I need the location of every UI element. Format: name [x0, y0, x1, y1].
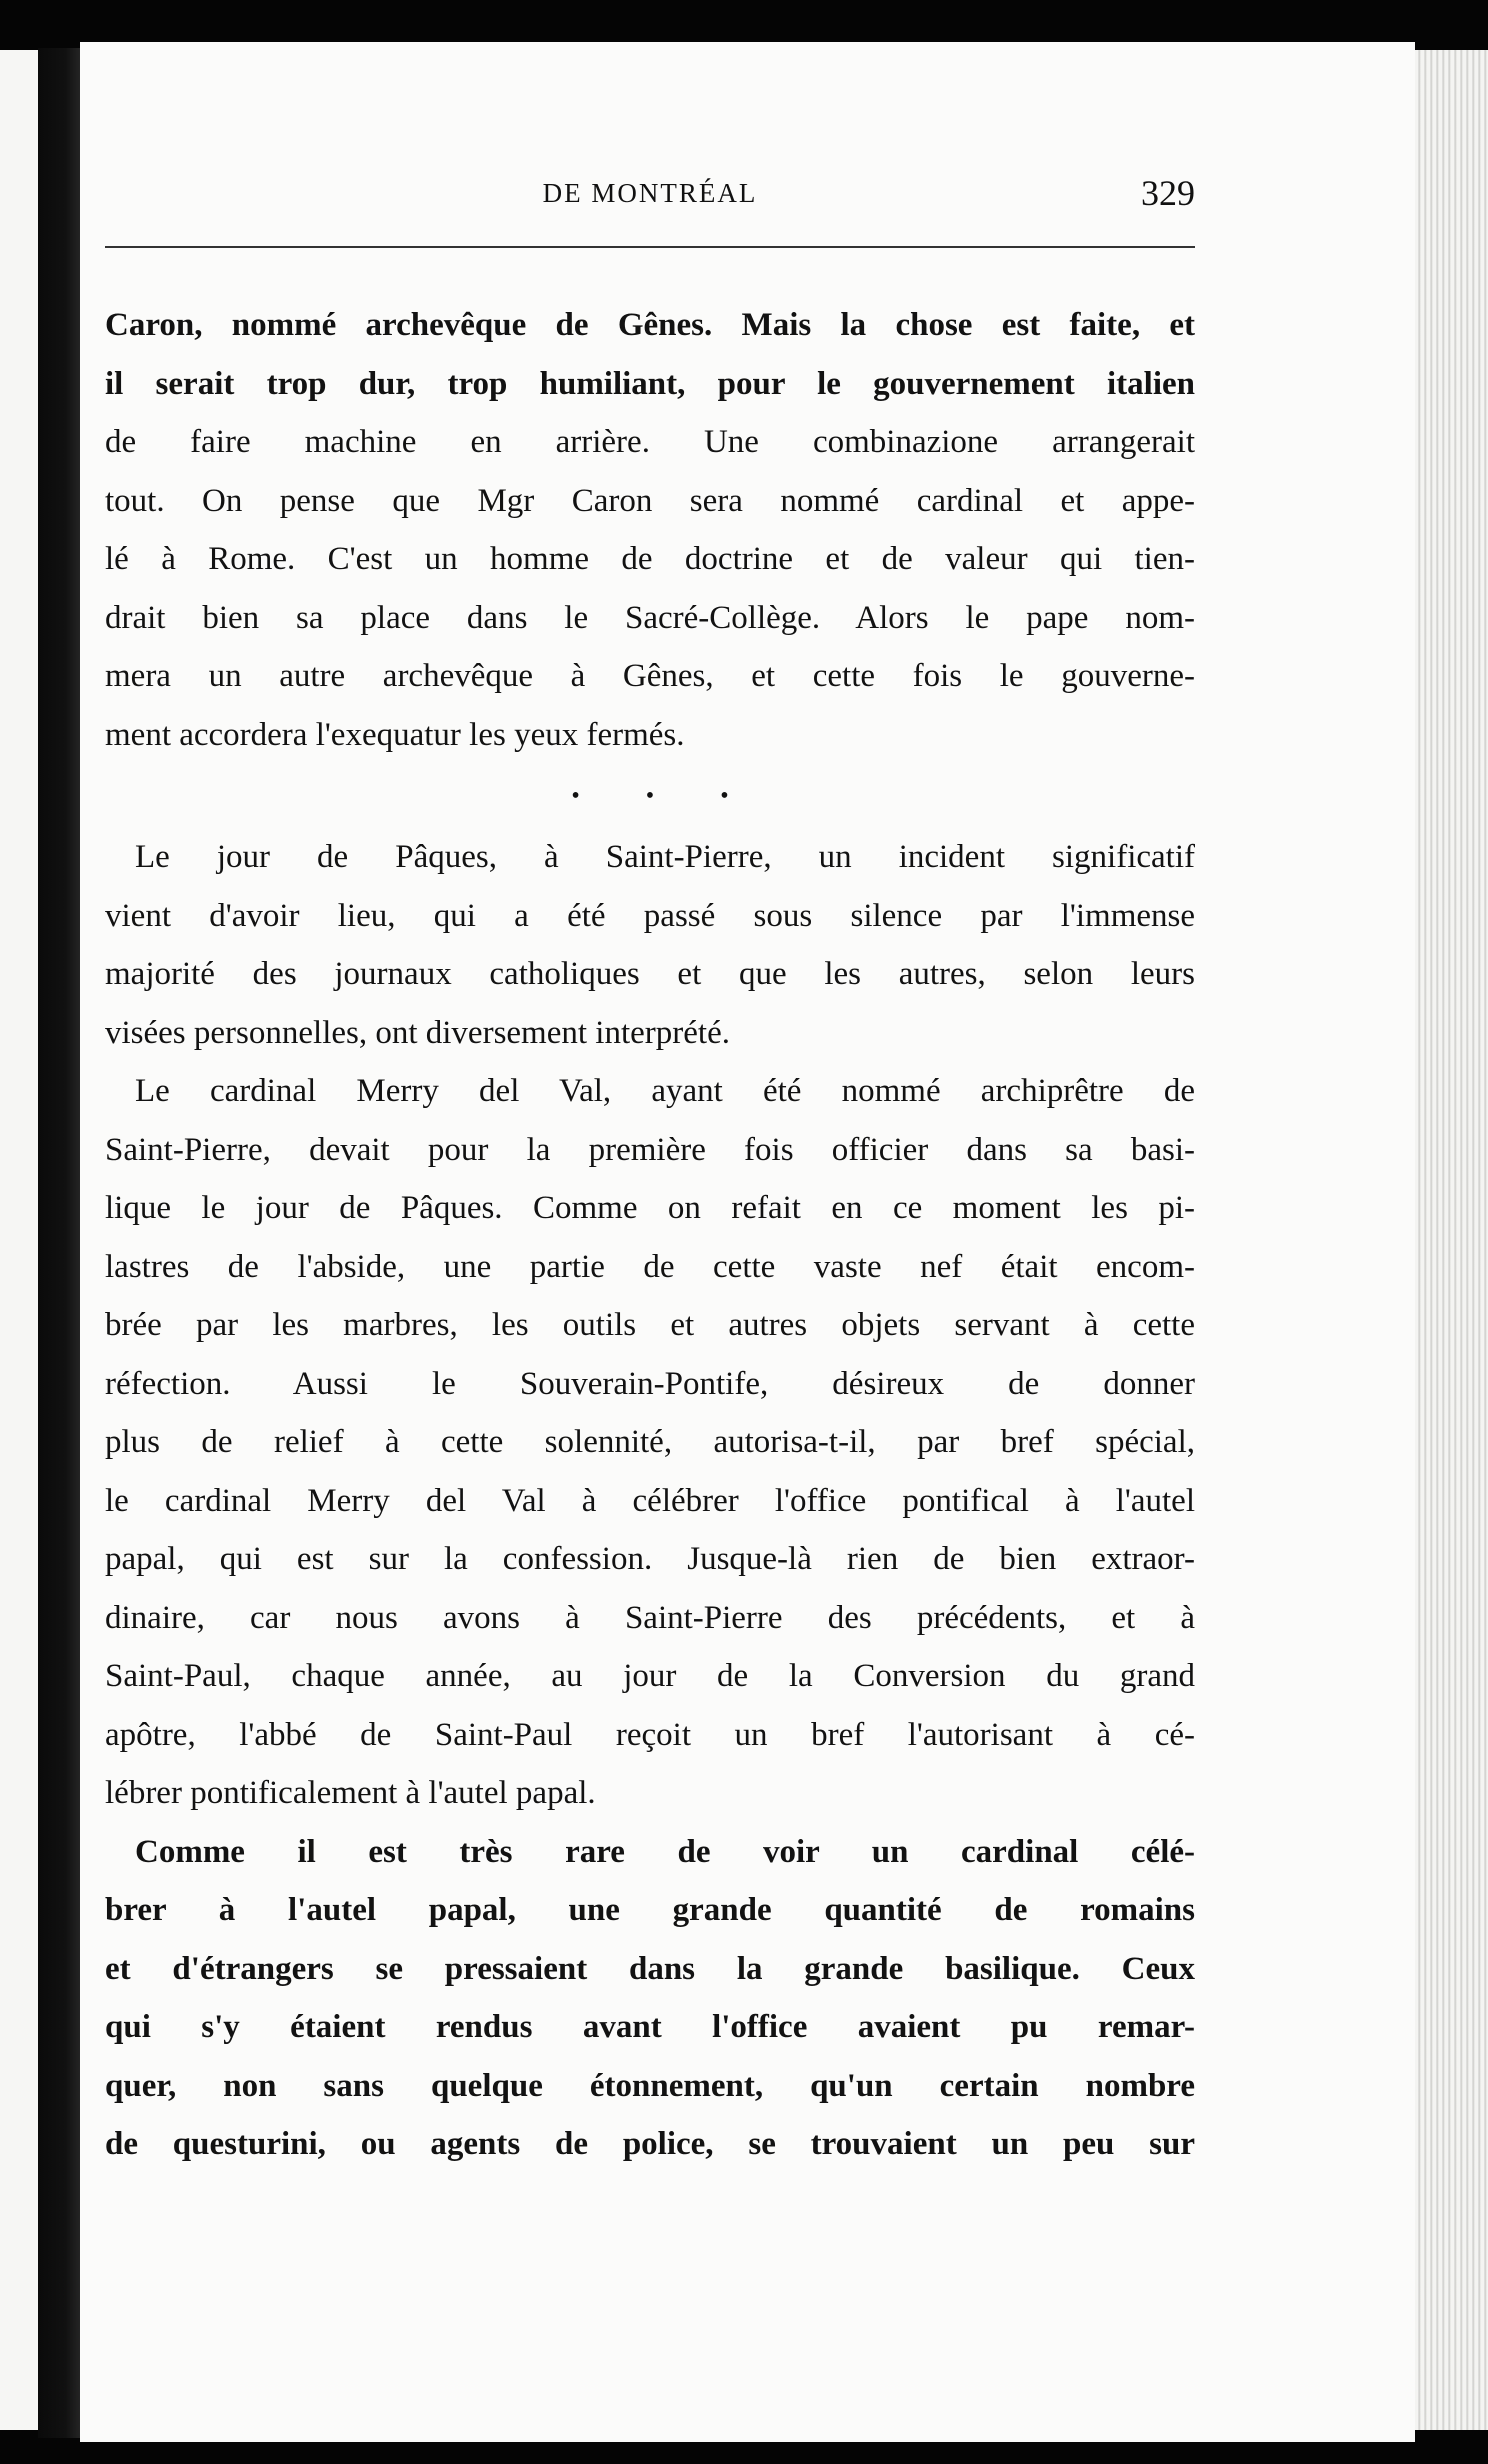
text-line: ment accordera l'exequatur les yeux fermés.: [105, 716, 685, 753]
text-line: majorité des journaux catholiques et que les autres, selon leurs: [105, 956, 1195, 992]
page-number: 329: [1141, 173, 1195, 213]
text-line: quer, non sans quelque étonnement, qu'un certain nombre: [105, 2067, 1195, 2104]
text-line: de faire machine en arrière. Une combinazione arrangerait: [105, 424, 1195, 460]
text-line: plus de relief à cette solennité, autorisa-t-il, par bref spécial,: [105, 1424, 1195, 1460]
text-line: papal, qui est sur la confession. Jusque-là rien de bien extraor-: [105, 1541, 1195, 1577]
text-line: drait bien sa place dans le Sacré-Collège. Alors le pape nom-: [105, 599, 1195, 636]
page-header: [105, 173, 1195, 218]
text-line: Le cardinal Merry del Val, ayant été nommé archiprêtre de: [135, 1073, 1195, 1109]
text-line: Le jour de Pâques, à Saint-Pierre, un incident significatif: [135, 839, 1195, 875]
text-line: visées personnelles, ont diversement interprété.: [105, 1014, 730, 1051]
section-ornament: • • •: [571, 783, 759, 809]
text-line: le cardinal Merry del Val à célébrer l'office pontifical à l'autel: [105, 1482, 1195, 1519]
book-gutter: [38, 48, 84, 2438]
facing-page-edge: [0, 50, 40, 2430]
text-line: brée par les marbres, les outils et autres objets servant à cette: [105, 1307, 1195, 1343]
page-stack-edges: [1415, 50, 1488, 2430]
text-line: il serait trop dur, trop humiliant, pour le gouvernement italien: [105, 365, 1195, 402]
text-line: dinaire, car nous avons à Saint-Pierre des précédents, et à: [105, 1599, 1195, 1636]
text-line: qui s'y étaient rendus avant l'office avaient pu remar-: [105, 2009, 1195, 2045]
text-line: vient d'avoir lieu, qui a été passé sous silence par l'immense: [105, 897, 1195, 934]
body-text: [105, 296, 1195, 2174]
text-line: Comme il est très rare de voir un cardinal célé-: [135, 1833, 1195, 1870]
text-line: lébrer pontificalement à l'autel papal.: [105, 1775, 596, 1811]
running-title: DE MONTRÉAL: [542, 178, 758, 208]
text-line: tout. On pense que Mgr Caron sera nommé cardinal et appe-: [105, 482, 1195, 519]
text-line: réfection. Aussi le Souverain-Pontife, désireux de donner: [105, 1365, 1195, 1402]
text-line: lique le jour de Pâques. Comme on refait en ce moment les pi-: [105, 1190, 1195, 1226]
text-line: et d'étrangers se pressaient dans la grande basilique. Ceux: [105, 1950, 1195, 1987]
text-line: Caron, nommé archevêque de Gênes. Mais la chose est faite, et: [105, 307, 1195, 343]
text-line: de questurini, ou agents de police, se trouvaient un peu sur: [105, 2126, 1195, 2162]
text-line: lé à Rome. C'est un homme de doctrine et de valeur qui tien-: [105, 541, 1195, 577]
text-line: brer à l'autel papal, une grande quantité de romains: [105, 1892, 1195, 1928]
text-line: Saint-Paul, chaque année, au jour de la Conversion du grand: [105, 1658, 1195, 1694]
text-line: lastres de l'abside, une partie de cette vaste nef était encom-: [105, 1248, 1195, 1285]
text-line: Saint-Pierre, devait pour la première fois officier dans sa basi-: [105, 1131, 1195, 1168]
text-line: mera un autre archevêque à Gênes, et cette fois le gouverne-: [105, 658, 1195, 694]
text-line: apôtre, l'abbé de Saint-Paul reçoit un bref l'autorisant à cé-: [105, 1716, 1195, 1753]
header-rule: [105, 246, 1195, 248]
